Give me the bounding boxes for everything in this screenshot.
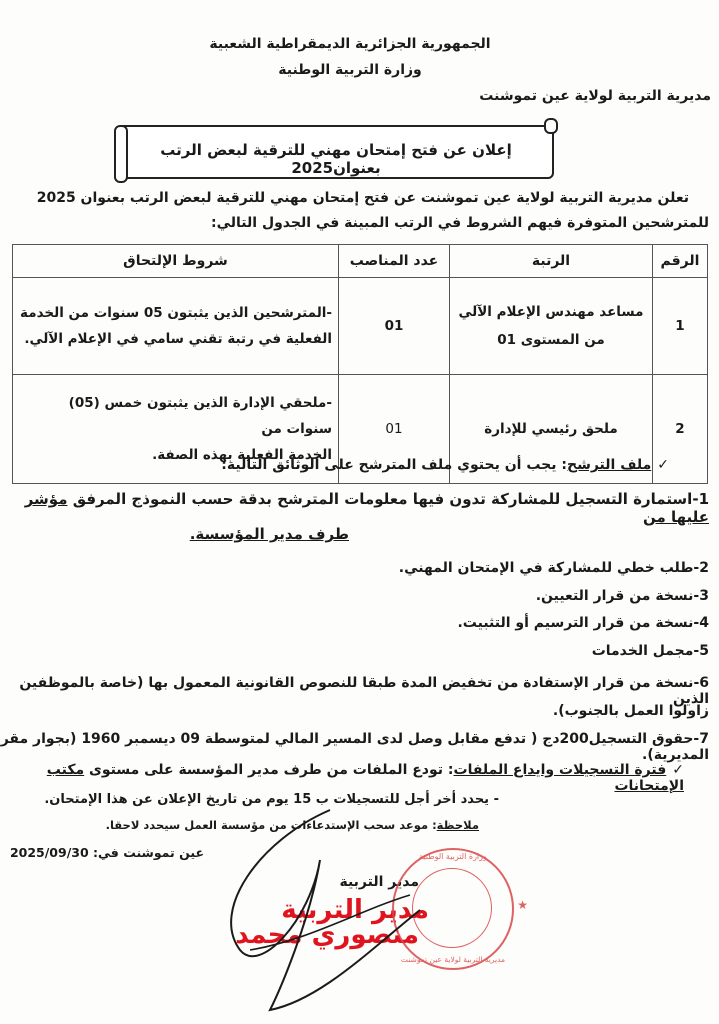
file-heading-text: : يجب أن يحتوي ملف المترشح على الوثائق التالية: — [221, 457, 567, 473]
signature-stroke — [250, 895, 410, 950]
announcement-banner — [118, 125, 554, 179]
condition-line-1: -ملحقي الإدارة الذين يثبتون خمس (05) سنوات من — [68, 395, 332, 437]
doc-item-3: 3-نسخة من قرار التعيين. — [535, 588, 709, 604]
table-header-row — [13, 245, 708, 278]
rank-line-2: من المستوى 01 — [497, 332, 605, 348]
stamp-title: مدير التربية — [281, 895, 429, 925]
doc-item-6: 6-نسخة من قرار الإستفادة من تخفيض المدة طبقا للنصوص القانونية المعمول بها (خاصة بالموظفين الذين — [19, 675, 709, 707]
exams-office: مكتب الإمتحانات — [46, 762, 684, 794]
registration-text: : تودع الملفات من طرف مدير المؤسسة على مستوى — [84, 762, 454, 778]
header-conditions: شروط الإلتحاق — [13, 245, 339, 278]
republic-header: الجمهورية الجزائرية الديمقراطية الشعبية — [209, 36, 491, 52]
note-text: : موعد سحب الإستدعاءات من مؤسسة العمل سيحدد لاحقا. — [105, 818, 437, 832]
registration-heading-label: فترة التسجيلات وايداع الملفات — [453, 762, 667, 778]
doc-item-5: 5-مجمل الخدمات — [591, 643, 709, 659]
table-row — [13, 278, 708, 375]
doc-item-6-continued: زاولوا العمل بالجنوب). — [552, 703, 709, 719]
doc-item-1-emphasis: مؤشر عليها من — [24, 490, 709, 526]
file-section-heading — [221, 457, 669, 473]
doc-item-4: 4-نسخة من قرار الترسيم أو التثبيت. — [457, 615, 709, 631]
condition-line-1: -المترشحين الذين يثبتون 05 سنوات من الخدمة — [20, 305, 332, 321]
signatory-title: مدير التربية — [339, 874, 419, 890]
registration-deadline: - يحدد أخر أجل للتسجيلات ب 15 يوم من تاريخ الإعلان عن هذا الإمتحان. — [44, 792, 499, 807]
doc-item-1 — [0, 490, 709, 526]
checkmark-icon: ✓ — [672, 762, 684, 778]
header-number: الرقم — [653, 245, 708, 278]
checkmark-icon: ✓ — [657, 457, 669, 473]
ranks-table — [12, 244, 708, 484]
seal-bottom-text: مديرية التربية لولاية عين تموشنت — [400, 955, 506, 964]
directorate-header: مديرية التربية لولاية عين تموشنت — [479, 88, 711, 104]
file-heading-label: ملف الترشح — [566, 457, 652, 473]
header-rank: الرتبة — [450, 245, 653, 278]
rank-line-1: مساعد مهندس الإعلام الآلي — [458, 304, 644, 320]
header-posts: عدد المناصب — [339, 245, 450, 278]
note-label: ملاحظة — [436, 818, 479, 832]
doc-item-1-continued: طرف مدير المؤسسة. — [189, 525, 349, 543]
stamp-name: منصوري محمد — [235, 920, 419, 950]
condition-line-2: الخدمة الفعلية بهذه الصفة. — [152, 447, 332, 463]
row-conditions — [13, 278, 339, 375]
star-icon: ★ — [517, 898, 528, 912]
row-number: 2 — [653, 375, 708, 484]
intro-line-1: تعلن مديرية التربية لولاية عين تموشنت عن فتح إمتحان مهني للترقية لبعض الرتب بعنوان 2025 — [36, 190, 689, 206]
ministry-header: وزارة التربية الوطنية — [278, 62, 422, 78]
doc-item-7: 7-حقوق التسجيل200دج ( تدفع مقابل وصل لدى المسير المالي لمتوسطة 09 ديسمبر 1960 (بجوار مقر المديرية). — [0, 731, 709, 763]
place-date: عين تموشنت في: 2025/09/30 — [9, 845, 204, 860]
row-number: 1 — [653, 278, 708, 375]
handwritten-signature — [170, 800, 430, 1020]
seal-top-text: وزارة التربية الوطنية — [419, 852, 487, 861]
doc-item-1-text: 1-استمارة التسجيل للمشاركة تدون فيها معلومات المترشح بدقة حسب النموذج المرفق — [67, 490, 709, 508]
announcement-title: إعلان عن فتح إمتحان مهني للترقية لبعض الرتب بعنوان2025 — [160, 141, 512, 177]
row-posts: 01 — [339, 375, 450, 484]
row-rank — [450, 278, 653, 375]
rank-line-1: ملحق رئيسي للإدارة — [484, 421, 618, 437]
condition-line-2: الفعلية في رتبة تقني سامي في الإعلام الآلي. — [24, 331, 332, 347]
doc-item-2: 2-طلب خطي للمشاركة في الإمتحان المهني. — [398, 560, 709, 576]
intro-line-2: للمترشحين المتوفرة فيهم الشروط في الرتب المبينة في الجدول التالي: — [211, 215, 709, 231]
signature-stroke — [231, 810, 420, 1010]
registration-heading — [0, 762, 684, 794]
row-posts: 01 — [339, 278, 450, 375]
